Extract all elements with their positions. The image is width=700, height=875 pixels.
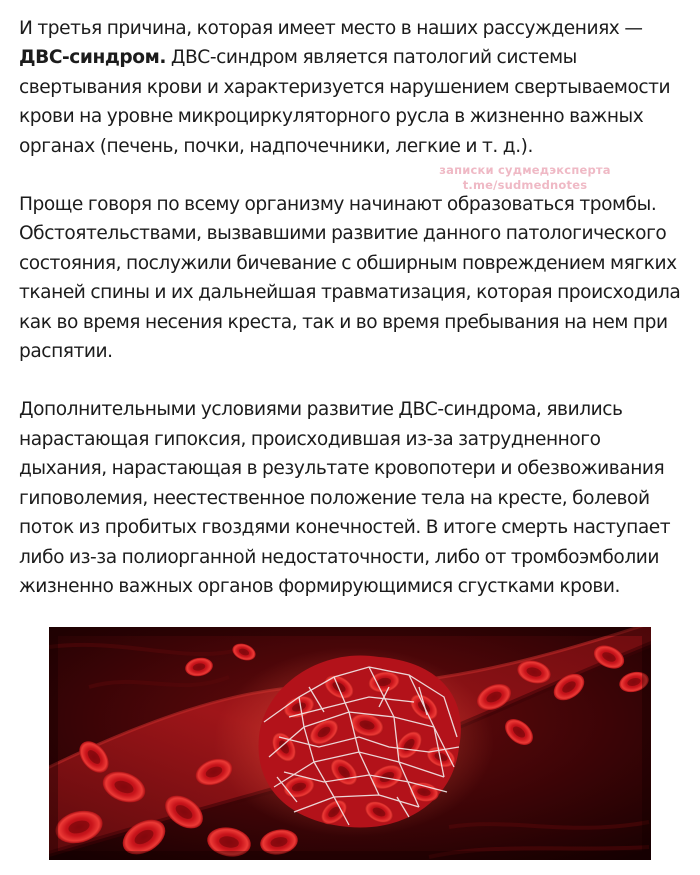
- paragraph-1-rest: ДВС-синдром является патологий системы свертывания крови и характеризуется нарушением свертываемости крови на уровне микроциркуляторного русла в жизненно важных органах (печень, почки, надпочечники, легкие и т. д.).: [19, 47, 671, 157]
- paragraph-2: Проще говоря по всему организму начинают образоваться тромбы. Обстоятельствами, вызвавшими развитие данного патологического состояния, послужили бичевание с обширным повреждением мягких тканей спины и их дальнейшая травматизация, которая происходила как во время несения креста, так и во время пребывания на нем при распятии.: [19, 194, 681, 363]
- article-text: [19, 14, 685, 601]
- watermark-line-2: t.me/sudmednotes: [462, 178, 588, 192]
- dic-syndrome-term: ДВС-синдром.: [19, 47, 166, 69]
- paragraph-1-lead: И третья причина, которая имеет место в наших рассуждениях —: [19, 18, 643, 39]
- blood-clot-illustration: [49, 627, 651, 860]
- blood-clot-image: [49, 627, 651, 860]
- paragraph-1: [19, 14, 685, 161]
- channel-watermark: [430, 163, 620, 193]
- watermark-line-1: записки судмедэксперта: [439, 163, 611, 177]
- paragraph-3: Дополнительными условиями развитие ДВС-синдрома, явились нарастающая гипоксия, происходившая из-за затрудненного дыхания, нарастающая в результате кровопотери и обезвоживания гиповолемия, неестественное положение тела на кресте, болевой поток из пробитых гвоздями конечностей. В итоге смерть наступает либо из-за полиорганной недостаточности, либо от тромбоэмболии жизненно важных органов формирующимися сгустками крови.: [19, 399, 671, 597]
